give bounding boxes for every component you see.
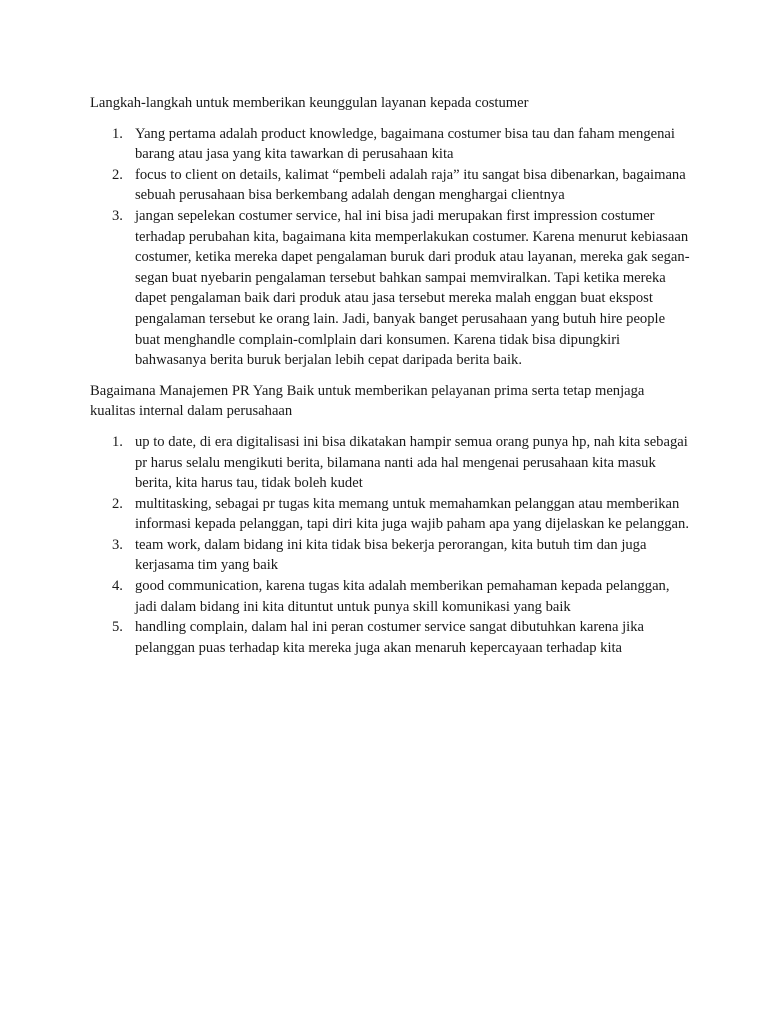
list-item-number: 2. xyxy=(112,495,123,512)
list-item xyxy=(90,535,690,576)
list-item-text: focus to client on details, kalimat “pembeli adalah raja” itu sangat bisa dibenarkan, bagaimana sebuah perusahaan bisa berkembang adalah dengan menghargai clientnya xyxy=(135,166,686,204)
list-item xyxy=(90,576,690,617)
list-item xyxy=(90,165,690,206)
list-item-number: 3. xyxy=(112,536,123,553)
list-item-number: 3. xyxy=(112,207,123,224)
list-item-text: multitasking, sebagai pr tugas kita memang untuk memahamkan pelanggan atau memberikan informasi kepada pelanggan, tapi diri kita juga wajib paham apa yang dijelaskan ke pelanggan. xyxy=(135,495,689,533)
list-item-number: 1. xyxy=(112,125,123,142)
list-item-text: handling complain, dalam hal ini peran costumer service sangat dibutuhkan karena jika pelanggan puas terhadap kita mereka juga akan menaruh kepercayaan terhadap kita xyxy=(135,619,644,656)
section1-list xyxy=(90,124,690,371)
list-item-text: team work, dalam bidang ini kita tidak bisa bekerja perorangan, kita butuh tim dan juga kerjasama tim yang baik xyxy=(135,536,647,574)
list-item xyxy=(90,124,690,165)
list-item-text: good communication, karena tugas kita adalah memberikan pemahaman kepada pelanggan, jadi dalam bidang ini kita dituntut untuk punya skill komunikasi yang baik xyxy=(135,578,670,615)
section1-title: Langkah-langkah untuk memberikan keunggulan layanan kepada costumer xyxy=(90,95,529,111)
list-item-number: 5. xyxy=(112,619,123,636)
list-item-number: 1. xyxy=(112,433,123,450)
list-item-number: 4. xyxy=(112,578,123,595)
list-item xyxy=(90,494,690,535)
list-item-text: jangan sepelekan costumer service, hal ini bisa jadi merupakan first impression costumer terhadap perubahan kita, bagaimana kita memperlakukan costumer. Karena menurut kebiasaan costumer, ketika mereka dapet pengalaman buruk dari produk atau layanan, mereka gak segan-segan buat nyebarin pengalaman tersebut bahkan sampai memviralkan. Tapi ketika mereka dapet pengalaman baik dari produk atau jasa tersebut mereka malah enggan buat ekspost pengalaman tersebut ke orang lain. Jadi, banyak banget perusahaan yang butuh hire people buat menghandle complain-comlplain dari konsumen. Karena tidak bisa dipungkiri bahwasanya berita buruk berjalan lebih cepat daripada berita baik. xyxy=(135,207,690,369)
list-item-text: up to date, di era digitalisasi ini bisa dikatakan hampir semua orang punya hp, nah kita sebagai pr harus selalu mengikuti berita, bilamana nanti ada hal mengenai perusahaan kita masuk berita, kita harus tau, tidak boleh kudet xyxy=(135,433,688,492)
section2-list xyxy=(90,432,690,659)
list-item xyxy=(90,617,690,658)
document-body xyxy=(90,93,690,658)
list-item xyxy=(90,432,690,494)
list-item-text: Yang pertama adalah product knowledge, bagaimana costumer bisa tau dan faham mengenai barang atau jasa yang kita tawarkan di perusahaan kita xyxy=(135,125,675,163)
list-item xyxy=(90,206,690,371)
list-item-number: 2. xyxy=(112,166,123,183)
section2-title: Bagaimana Manajemen PR Yang Baik untuk memberikan pelayanan prima serta tetap menjaga kualitas internal dalam perusahaan xyxy=(90,382,645,420)
